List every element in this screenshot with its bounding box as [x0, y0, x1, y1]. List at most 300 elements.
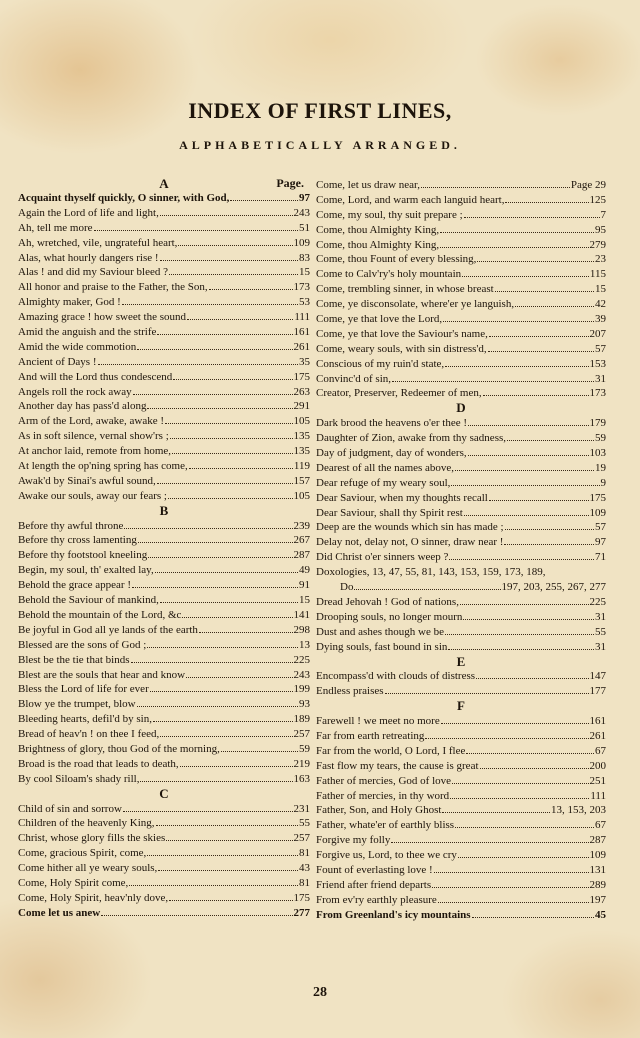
entry-page-number: 239 — [293, 519, 310, 532]
index-entry — [316, 506, 606, 521]
section-heading-b: B — [159, 502, 169, 518]
entry-page-number: 131 — [589, 863, 606, 876]
index-entry — [18, 876, 310, 891]
dot-leader — [131, 653, 293, 663]
entry-page-number: 141 — [293, 608, 310, 621]
entry-first-line: From Greenland's icy mountains — [316, 908, 471, 921]
index-entry — [316, 386, 606, 401]
entry-page-number: 163 — [293, 772, 310, 785]
index-entry — [316, 238, 606, 253]
entry-first-line: Dear Saviour, when my thoughts recall — [316, 491, 488, 504]
entry-first-line: Come, gracious Spirit, come, — [18, 847, 147, 860]
dot-leader — [455, 461, 594, 471]
entry-first-line: Child of sin and sorrow — [18, 802, 122, 815]
dot-leader — [421, 178, 570, 188]
entry-first-line: As in soft silence, vernal show'rs ; — [18, 430, 169, 443]
index-entry — [316, 312, 606, 327]
entry-page-number: 13, 153, 203 — [551, 804, 606, 817]
entry-first-line: Day of judgment, day of wonders, — [316, 447, 467, 460]
dot-leader — [189, 459, 293, 469]
index-entry — [18, 742, 310, 757]
index-entry — [316, 908, 606, 923]
dot-leader — [462, 267, 589, 277]
page-number: 28 — [313, 985, 327, 1000]
index-entry — [18, 429, 310, 444]
dot-leader — [452, 774, 588, 784]
dot-leader — [148, 548, 292, 558]
entry-first-line: Blest be the tie that binds — [18, 653, 130, 666]
entry-page-number: 175 — [293, 370, 310, 383]
index-entry — [316, 729, 606, 744]
entry-first-line: By cool Siloam's shady rill, — [18, 772, 140, 785]
entry-page-number: 279 — [589, 238, 606, 251]
entry-first-line: Blow ye the trumpet, blow — [18, 698, 136, 711]
entry-first-line: Dread Jehovah ! God of nations, — [316, 595, 459, 608]
entry-page-number: 39 — [595, 313, 606, 326]
section-heading-d: D — [456, 400, 466, 416]
entry-page-number: 83 — [299, 251, 310, 264]
entry-first-line: Did Christ o'er sinners weep ? — [316, 551, 449, 564]
index-entry — [18, 861, 310, 876]
dot-leader — [180, 757, 293, 767]
section-heading-c: C — [159, 785, 169, 801]
index-entry — [316, 714, 606, 729]
entry-first-line: Convinc'd of sin, — [316, 372, 392, 385]
index-entry — [18, 459, 310, 474]
entry-page-number: 135 — [293, 445, 310, 458]
entry-first-line: Ah, tell me more — [18, 221, 93, 234]
entry-first-line: Awak'd by Sinai's awful sound, — [18, 474, 156, 487]
entry-page-number: 251 — [589, 774, 606, 787]
right-column — [316, 178, 606, 923]
dot-leader — [94, 221, 298, 231]
entry-first-line: Fast flow my tears, the cause is great — [316, 759, 479, 772]
dot-leader — [98, 355, 298, 365]
index-entry — [316, 476, 606, 491]
dot-leader — [166, 831, 292, 841]
index-entry — [18, 191, 310, 206]
entry-page-number: 257 — [293, 728, 310, 741]
index-entry — [18, 891, 310, 906]
entry-page-number: 225 — [293, 653, 310, 666]
entry-first-line: Come, ye that love the Lord, — [316, 313, 443, 326]
index-entry — [316, 759, 606, 774]
entry-page-number: 243 — [293, 206, 310, 219]
page-subtitle: ALPHABETICALLY ARRANGED. — [179, 138, 461, 152]
entry-first-line: Come, trembling sinner, in whose breast — [316, 283, 494, 296]
dot-leader — [450, 789, 589, 799]
entry-first-line: Broad is the road that leads to death, — [18, 757, 179, 770]
entry-first-line: Deep are the wounds which sin has made ; — [316, 521, 504, 534]
entry-page-number: Page 29 — [570, 179, 606, 191]
entry-page-number: 109 — [589, 849, 606, 862]
index-entry — [316, 357, 606, 372]
dot-leader — [392, 372, 594, 382]
entry-page-number: 289 — [589, 878, 606, 891]
index-entry — [18, 772, 310, 787]
dot-leader — [480, 759, 589, 769]
entry-first-line: Bless the Lord of life for ever — [18, 683, 149, 696]
entry-first-line: Come, Holy Spirit, heav'nly dove, — [18, 891, 169, 904]
entry-page-number: 197, 203, 255, 267, 277 — [501, 581, 606, 594]
entry-first-line: Father of mercies, in thy word — [316, 789, 450, 802]
entry-first-line: Begin, my soul, th' exalted lay, — [18, 564, 154, 577]
entry-first-line: Daughter of Zion, awake from thy sadness, — [316, 432, 507, 445]
entry-page-number: 287 — [589, 834, 606, 847]
entry-page-number: 97 — [299, 192, 310, 204]
entry-first-line: Creator, Preserver, Redeemer of men, — [316, 387, 482, 400]
index-entry — [18, 563, 310, 578]
entry-first-line: Come, Lord, and warm each languid heart, — [316, 193, 505, 206]
entry-page-number: 49 — [299, 564, 310, 577]
entry-first-line: Friend after friend departs — [316, 878, 432, 891]
entry-first-line: Doxologies, 13, 47, 55, 81, 143, 153, 159, 173, 189, — [316, 566, 546, 579]
entry-page-number: 67 — [595, 819, 606, 832]
dot-leader — [160, 727, 292, 737]
index-entry — [18, 653, 310, 668]
entry-first-line: Acquaint thyself quickly, O sinner, with God, — [18, 192, 230, 204]
dot-leader — [440, 223, 594, 233]
dot-leader — [391, 833, 588, 843]
entry-page-number: 161 — [293, 326, 310, 339]
entry-first-line: Arm of the Lord, awake, awake ! — [18, 415, 164, 428]
index-entry — [316, 640, 606, 655]
entry-first-line: Christ, whose glory fills the skies — [18, 832, 166, 845]
entry-first-line: Before thy awful throne — [18, 519, 124, 532]
entry-page-number: 257 — [293, 832, 310, 845]
index-entry — [18, 444, 310, 459]
entry-page-number: 55 — [595, 625, 606, 638]
index-entry — [18, 802, 310, 817]
entry-page-number: 31 — [595, 372, 606, 385]
entry-first-line: Come to Calv'ry's holy mountain — [316, 268, 462, 281]
entry-first-line: Come, thou Almighty King, — [316, 223, 440, 236]
index-entry — [18, 310, 310, 325]
entry-page-number: 109 — [293, 236, 310, 249]
entry-page-number: 67 — [595, 744, 606, 757]
index-entry — [18, 489, 310, 504]
entry-page-number: 153 — [589, 357, 606, 370]
index-entry — [18, 638, 310, 653]
dot-leader — [477, 252, 594, 262]
dot-leader — [168, 489, 293, 499]
dot-leader — [140, 772, 292, 782]
index-entry — [18, 385, 310, 400]
dot-leader — [230, 191, 298, 201]
entry-page-number: 135 — [293, 430, 310, 443]
entry-first-line: Angels roll the rock away — [18, 385, 132, 398]
entry-first-line: All honor and praise to the Father, the Son, — [18, 281, 208, 294]
dot-leader — [472, 908, 594, 918]
entry-page-number: 95 — [595, 223, 606, 236]
dot-leader — [124, 519, 292, 529]
index-entry — [316, 208, 606, 223]
entry-page-number: 109 — [589, 506, 606, 519]
dot-leader — [101, 906, 292, 916]
dot-leader — [182, 608, 292, 618]
entry-first-line: Come, let us draw near, — [316, 179, 421, 191]
dot-leader — [123, 802, 293, 812]
entry-first-line: Almighty maker, God ! — [18, 296, 121, 309]
dot-leader — [354, 580, 500, 590]
index-entry — [18, 280, 310, 295]
dot-leader — [488, 342, 594, 352]
entry-page-number: 57 — [595, 521, 606, 534]
entry-first-line: Come hither all ye weary souls, — [18, 862, 158, 875]
index-entry — [18, 548, 310, 563]
index-entry — [316, 327, 606, 342]
index-entry — [18, 578, 310, 593]
entry-first-line: Far from the world, O Lord, I flee — [316, 744, 466, 757]
index-entry — [316, 223, 606, 238]
dot-leader — [507, 431, 594, 441]
index-entry — [316, 878, 606, 893]
entry-page-number: 243 — [293, 668, 310, 681]
index-entry — [18, 399, 310, 414]
dot-leader — [466, 744, 594, 754]
entry-first-line: Bleeding hearts, defil'd by sin, — [18, 713, 152, 726]
dot-leader — [147, 638, 298, 648]
section-heading-f: F — [457, 698, 465, 714]
index-entry — [316, 550, 606, 565]
section-heading-a — [18, 176, 310, 191]
dot-leader — [464, 506, 589, 516]
entry-page-number: 31 — [595, 640, 606, 653]
index-entry — [18, 206, 310, 221]
index-entry — [18, 623, 310, 638]
page-column-label: Page. — [276, 176, 304, 190]
entry-first-line: Ancient of Days ! — [18, 355, 97, 368]
dot-leader — [489, 327, 589, 337]
dot-leader — [458, 848, 589, 858]
entry-first-line: Dust and ashes though we be — [316, 625, 445, 638]
dot-leader — [445, 625, 594, 635]
index-entry — [316, 282, 606, 297]
dot-leader — [476, 669, 588, 679]
entry-first-line: Amid the anguish and the strife — [18, 326, 157, 339]
dot-leader — [137, 697, 298, 707]
entry-page-number: 298 — [293, 623, 310, 636]
entry-first-line: Awake our souls, away our fears ; — [18, 489, 167, 502]
entry-page-number: 261 — [589, 729, 606, 742]
entry-first-line: Far from earth retreating — [316, 729, 425, 742]
index-entry — [316, 848, 606, 863]
dot-leader — [155, 563, 298, 573]
entry-first-line: From ev'ry earthly pleasure — [316, 893, 437, 906]
dot-leader — [438, 893, 589, 903]
dot-leader — [170, 429, 293, 439]
entry-page-number: 263 — [293, 385, 310, 398]
index-entry — [18, 668, 310, 683]
dot-leader — [442, 803, 550, 813]
entry-page-number: 287 — [293, 549, 310, 562]
entry-first-line: Come, thou Fount of every blessing, — [316, 253, 477, 266]
index-entry — [18, 906, 310, 921]
entry-page-number: 225 — [589, 595, 606, 608]
entry-first-line: Dear Saviour, shall thy Spirit rest — [316, 506, 463, 519]
section-heading-e: E — [456, 653, 466, 669]
dot-leader — [449, 550, 594, 560]
left-column — [18, 176, 310, 921]
dot-leader — [150, 682, 293, 692]
dot-leader — [441, 714, 589, 724]
index-entry — [18, 697, 310, 712]
entry-page-number: 19 — [595, 461, 606, 474]
entry-first-line: Another day has pass'd along — [18, 400, 147, 413]
index-entry — [316, 818, 606, 833]
entry-page-number: 267 — [293, 534, 310, 547]
dot-leader — [158, 861, 298, 871]
entry-first-line: Fount of everlasting love ! — [316, 863, 433, 876]
entry-page-number: 177 — [589, 685, 606, 698]
dot-leader — [172, 444, 292, 454]
index-entry — [18, 846, 310, 861]
dot-leader — [468, 416, 588, 426]
index-entry — [18, 593, 310, 608]
index-entry — [18, 414, 310, 429]
dot-leader — [495, 282, 594, 292]
index-entry — [316, 372, 606, 387]
dot-leader — [515, 297, 594, 307]
entry-page-number: 93 — [299, 698, 310, 711]
entry-page-number: 9 — [600, 476, 606, 489]
dot-leader — [505, 193, 588, 203]
entry-page-number: 31 — [595, 610, 606, 623]
index-entry — [316, 565, 606, 580]
index-entry — [316, 267, 606, 282]
dot-leader — [132, 578, 298, 588]
entry-page-number: 42 — [595, 298, 606, 311]
dot-leader — [440, 238, 588, 248]
dot-leader — [504, 535, 594, 545]
entry-page-number: 81 — [299, 876, 310, 889]
dot-leader — [464, 208, 600, 218]
entry-page-number: 15 — [595, 283, 606, 296]
index-entry — [18, 831, 310, 846]
entry-page-number: 111 — [590, 789, 606, 802]
entry-page-number: 125 — [589, 193, 606, 206]
entry-page-number: 219 — [293, 757, 310, 770]
entry-page-number: 291 — [293, 400, 310, 413]
index-entry — [18, 355, 310, 370]
entry-first-line: Come, Holy Spirit come, — [18, 876, 129, 889]
entry-first-line: Come, ye disconsolate, where'er ye languish, — [316, 298, 515, 311]
entry-page-number: 43 — [299, 862, 310, 875]
entry-page-number: 51 — [299, 221, 310, 234]
entry-page-number: 277 — [293, 906, 310, 919]
dot-leader — [156, 816, 298, 826]
dot-leader — [122, 295, 298, 305]
entry-page-number: 179 — [589, 417, 606, 430]
dot-leader — [173, 370, 292, 380]
entry-page-number: 91 — [299, 579, 310, 592]
entry-first-line: Endless praises — [316, 685, 384, 698]
entry-page-number: 57 — [595, 342, 606, 355]
entry-first-line: Ah, wretched, vile, ungrateful heart, — [18, 236, 178, 249]
entry-first-line: Alas ! and did my Saviour bleed ? — [18, 266, 168, 279]
entry-page-number: 231 — [293, 802, 310, 815]
dot-leader — [187, 310, 293, 320]
entry-page-number: 173 — [589, 387, 606, 400]
entry-first-line: Do — [340, 581, 354, 594]
entry-page-number: 173 — [293, 281, 310, 294]
index-entry — [18, 757, 310, 772]
index-entry — [316, 684, 606, 699]
index-entry — [18, 519, 310, 534]
entry-page-number: 53 — [299, 296, 310, 309]
index-entry — [316, 744, 606, 759]
dot-leader — [385, 684, 589, 694]
entry-first-line: At length the op'ning spring has come, — [18, 460, 188, 473]
dot-leader — [443, 312, 594, 322]
index-entry — [316, 416, 606, 431]
entry-page-number: 71 — [595, 551, 606, 564]
dot-leader — [505, 520, 594, 530]
entry-first-line: Come, ye that love the Saviour's name, — [316, 327, 488, 340]
entry-page-number: 45 — [595, 908, 606, 921]
entry-first-line: Forgive my folly — [316, 834, 391, 847]
entry-page-number: 119 — [293, 460, 310, 473]
index-entry — [316, 833, 606, 848]
dot-leader — [129, 876, 298, 886]
dot-leader — [489, 491, 589, 501]
entry-first-line: Come, my soul, thy suit prepare ; — [316, 208, 463, 221]
entry-first-line: Before thy footstool kneeling — [18, 549, 148, 562]
dot-leader — [147, 399, 292, 409]
entry-first-line: At anchor laid, remote from home, — [18, 445, 172, 458]
entry-page-number: 175 — [293, 891, 310, 904]
index-entry — [18, 727, 310, 742]
dot-leader — [432, 878, 588, 888]
dot-leader — [137, 340, 292, 350]
index-entry — [316, 893, 606, 908]
entry-page-number: 197 — [589, 893, 606, 906]
entry-first-line: Behold the mountain of the Lord, &c — [18, 608, 182, 621]
dot-leader — [169, 891, 292, 901]
index-entry — [316, 461, 606, 476]
index-entry — [316, 863, 606, 878]
dot-leader — [160, 593, 298, 603]
entry-page-number: 59 — [595, 432, 606, 445]
index-entry — [316, 520, 606, 535]
entry-first-line: And will the Lord thus condescend — [18, 370, 173, 383]
dot-leader — [153, 712, 293, 722]
index-entry — [18, 340, 310, 355]
index-entry — [316, 193, 606, 208]
entry-first-line: Father, whate'er of earthly bliss — [316, 819, 455, 832]
index-entry — [18, 712, 310, 727]
entry-page-number: 105 — [293, 415, 310, 428]
index-entry — [18, 325, 310, 340]
entry-page-number: 157 — [293, 474, 310, 487]
entry-page-number: 97 — [595, 536, 606, 549]
index-entry — [316, 610, 606, 625]
index-entry — [316, 535, 606, 550]
dot-leader — [165, 414, 293, 424]
entry-first-line: Blest are the souls that hear and know — [18, 668, 186, 681]
index-entry — [316, 297, 606, 312]
dot-leader — [434, 863, 589, 873]
dot-leader — [160, 251, 298, 261]
entry-page-number: 261 — [293, 340, 310, 353]
entry-first-line: Be joyful in God all ye lands of the earth — [18, 623, 198, 636]
entry-first-line: Delay not, delay not, O sinner, draw near ! — [316, 536, 504, 549]
entry-page-number: 200 — [589, 759, 606, 772]
entry-first-line: Blessed are the sons of God ; — [18, 638, 147, 651]
entry-page-number: 15 — [299, 594, 310, 607]
entry-first-line: Amazing grace ! how sweet the sound — [18, 311, 187, 324]
index-entry — [316, 625, 606, 640]
